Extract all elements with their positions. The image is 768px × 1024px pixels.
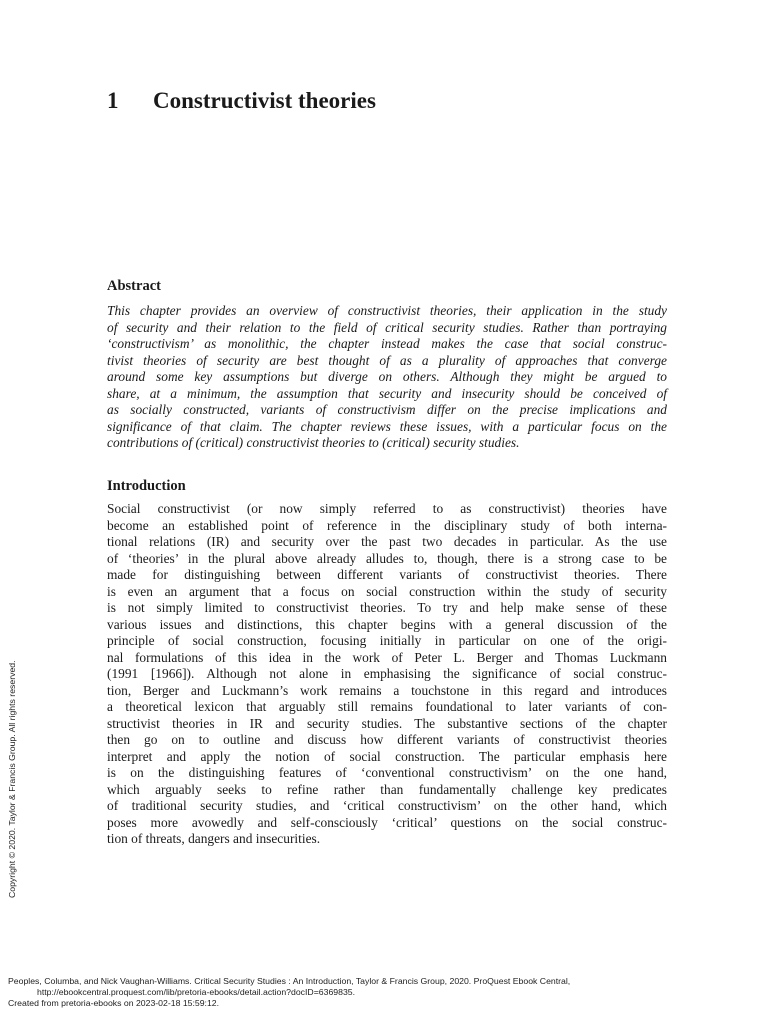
abstract-line: significance of that claim. The chapter reviews these issues, with a particular focus on the (107, 418, 667, 434)
introduction-line: is not simply limited to constructivist theories. To try and help make sense of these (107, 600, 667, 615)
footer-url-line: http://ebookcentral.proquest.com/lib/pretoria-ebooks/detail.action?docID=6369835. (37, 987, 356, 997)
chapter-number: 1 (107, 88, 119, 113)
introduction-line: poses more avowedly and self-consciously ‘critical’ questions on the social construc- (107, 814, 667, 830)
introduction-line: is on the distinguishing features of ‘conventional constructivism’ on the one hand, (107, 765, 667, 780)
introduction-line: which arguably seeks to refine rather than fundamentally challenge key predicates (107, 781, 667, 797)
introduction-line: tion of threats, dangers and insecurities. (107, 831, 321, 846)
abstract-line: as socially constructed, variants of constructivism differ on the precise implications and (107, 402, 667, 417)
abstract-line: ‘constructivism’ as monolithic, the chapter instead makes the case that social construc- (107, 336, 667, 351)
abstract-heading: Abstract (107, 278, 161, 294)
introduction-line: nal formulations of this idea in the work of Peter L. Berger and Thomas Luckmann (107, 649, 667, 665)
abstract-line: This chapter provides an overview of constructivist theories, their application in the study (107, 303, 667, 318)
footer-citation-line: Peoples, Columba, and Nick Vaughan-Williams. Critical Security Studies : An Introduction, Taylor & Francis Group, 2020. ProQuest Ebook Central, (8, 976, 571, 986)
introduction-line: become an established point of reference in the disciplinary study of both interna- (107, 517, 667, 533)
abstract-line: share, at a minimum, the assumption that security and insecurity should be conceived of (107, 385, 667, 401)
introduction-heading: Introduction (107, 478, 186, 494)
abstract-line: tivist theories of security are best thought of as a plurality of approaches that converge (107, 352, 667, 368)
introduction-line: interpret and apply the notion of social construction. The particular emphasis here (107, 748, 667, 764)
footer-created-line: Created from pretoria-ebooks on 2023-02-18 15:59:12. (8, 998, 220, 1008)
introduction-line: of traditional security studies, and ‘critical constructivism’ on the other hand, which (107, 798, 667, 813)
abstract-line: contributions of (critical) constructivist theories to (critical) security studies. (107, 435, 520, 450)
citation-footer (8, 976, 570, 1009)
introduction-line: structivist theories in IR and security studies. The substantive sections of the chapter (107, 715, 667, 731)
introduction-line: then go on to outline and discuss how different variants of constructivist theories (107, 732, 667, 747)
chapter-heading (107, 86, 376, 116)
introduction-line: made for distinguishing between different variants of constructivist theories. There (107, 567, 667, 582)
introduction-line: various issues and distinctions, this chapter begins with a general discussion of the (107, 616, 667, 632)
introduction-line: a theoretical lexicon that arguably still remains foundational to later variants of con- (107, 699, 667, 714)
abstract-text (107, 303, 667, 452)
side-copyright-notice: Copyright © 2020. Taylor & Francis Group. All rights reserved. (7, 660, 17, 898)
abstract-line: of security and their relation to the field of critical security studies. Rather than portraying (107, 319, 667, 335)
introduction-line: (1991 [1966]). Although not alone in emphasising the significance of social construc- (107, 666, 667, 681)
chapter-title: Constructivist theories (153, 88, 376, 113)
introduction-line: principle of social construction, focusing initially in particular on one of the origi- (107, 633, 667, 648)
abstract-line: around some key assumptions but diverge on others. Although they might be argued to (107, 369, 667, 384)
introduction-line: tional relations (IR) and security over the past two decades in particular. As the use (107, 534, 667, 549)
introduction-line: Social constructivist (or now simply referred to as constructivist) theories have (107, 501, 667, 516)
introduction-line: tion, Berger and Luckmann’s work remains a touchstone in this regard and introduces (107, 682, 667, 698)
introduction-line: of ‘theories’ in the plural above already alludes to, though, there is a strong case to be (107, 550, 667, 566)
introduction-text (107, 501, 667, 848)
introduction-line: is even an argument that a focus on social construction within the study of security (107, 583, 667, 599)
